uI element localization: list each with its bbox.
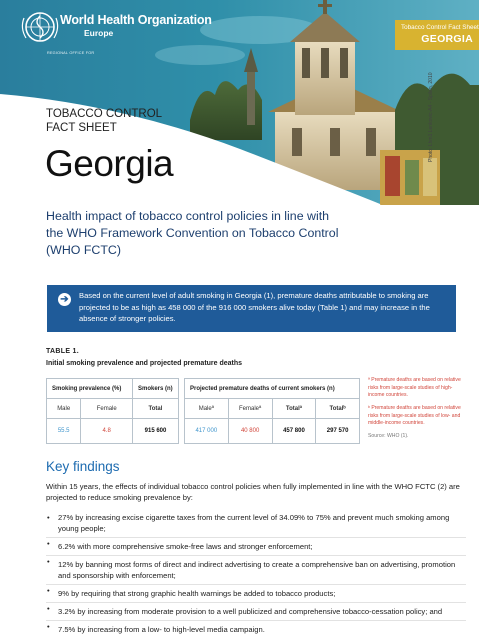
deaths-total-a-header: Totalª (272, 399, 316, 419)
prevalence-female-value: 4.8 (81, 419, 133, 444)
summary-callout (47, 285, 456, 332)
prevalence-table (46, 378, 179, 444)
list-item: • 9% by requiring that strong graphic health warnings be added to tobacco products; (46, 584, 466, 599)
country-badge (395, 20, 479, 50)
deaths-total-a-value: 457 800 (272, 419, 316, 444)
org-tagline: REGIONAL OFFICE FOR (47, 51, 95, 55)
table-label: TABLE 1. (46, 348, 79, 355)
key-findings-list (46, 512, 466, 635)
smokers-total-header: Total (133, 399, 179, 419)
kicker-line-2: FACT SHEET (46, 121, 117, 134)
deaths-male-header: Maleª (185, 399, 229, 419)
bullet-icon: • (47, 539, 50, 548)
bullet-icon: • (47, 604, 50, 613)
org-region: Europe (84, 28, 114, 39)
list-item: • 6.2% with more comprehensive smoke-free laws and stronger enforcement; (46, 537, 466, 552)
bullet-icon: • (47, 586, 50, 595)
fact-sheet-kicker (46, 108, 162, 136)
badge-country: GEORGIA (421, 33, 473, 45)
prevalence-header: Smoking prevalence (%) (47, 379, 133, 399)
org-name: World Health Organization (60, 13, 212, 27)
table-title: Initial smoking prevalence and projected premature deaths (46, 360, 243, 367)
deaths-female-header: Femaleª (228, 399, 272, 419)
bullet-icon: • (47, 513, 50, 522)
key-findings-heading: Key findings (46, 459, 120, 474)
list-item: • 7.5% by increasing from a low- to high-level media campaign. (46, 620, 466, 635)
smokers-header: Smokers (n) (133, 379, 179, 399)
badge-title: Tobacco Control Fact Sheet (401, 24, 479, 31)
table-notes (368, 377, 468, 440)
note-b: ᵇ Premature deaths are based on relative risks from large-scale studies of low- and middle-income countries. (368, 404, 461, 427)
arrow-right-icon: ➔ (58, 293, 71, 306)
who-logo-text (47, 13, 212, 55)
photo-credit: Photo: Lhm1 Lenkovic-A4 - Spilen, 2010 (428, 72, 434, 162)
kicker-line-1: TOBACCO CONTROL (46, 108, 163, 120)
note-a: ª Premature deaths are based on relative risks from large-scale studies of high-income countries. (368, 377, 461, 399)
list-item: • 3.2% by increasing from moderate provision to a well publicized and comprehensive tobacco-cessation policy; and (46, 602, 466, 617)
deaths-header: Projected premature deaths of current smokers (n) (185, 379, 360, 399)
prevalence-male-value: 55.5 (47, 419, 81, 444)
deaths-male-value: 417 000 (185, 419, 229, 444)
smokers-total-value: 915 600 (133, 419, 179, 444)
note-source: Source: WHO (1). (368, 432, 409, 439)
page-title: Georgia (45, 143, 174, 184)
deaths-total-b-header: Totalᵇ (316, 399, 360, 419)
prevalence-male-header: Male (47, 399, 81, 419)
bullet-icon: • (47, 622, 50, 631)
page-subtitle: Health impact of tobacco control policies in line with the WHO Framework Convention on Tobacco Control (WHO FCTC) (46, 209, 339, 258)
list-item: • 27% by increasing excise cigarette taxes from the current level of 34.09% to 75% and prevent much smoking among young people; (47, 513, 450, 533)
list-item: • 12% by banning most forms of direct and indirect advertising to create a comprehensive ban on advertising, promotion and sponsorship with enforcement; (46, 555, 466, 581)
deaths-total-b-value: 297 570 (316, 419, 360, 444)
callout-text: Based on the current level of adult smoking in Georgia (1), premature deaths attributable to smoking are projected to be as high as 458 000 of the 916 000 smokers alive today (Table 1) and may increase in the absence of stronger policies. (79, 291, 430, 324)
deaths-table (184, 378, 360, 444)
key-findings-intro: Within 15 years, the effects of individual tobacco control policies when fully implemented in line with the WHO FCTC (2) are projected to reduce smoking prevalence by: (46, 482, 460, 503)
bullet-icon: • (47, 557, 50, 566)
deaths-female-value: 40 800 (228, 419, 272, 444)
prevalence-female-header: Female (81, 399, 133, 419)
